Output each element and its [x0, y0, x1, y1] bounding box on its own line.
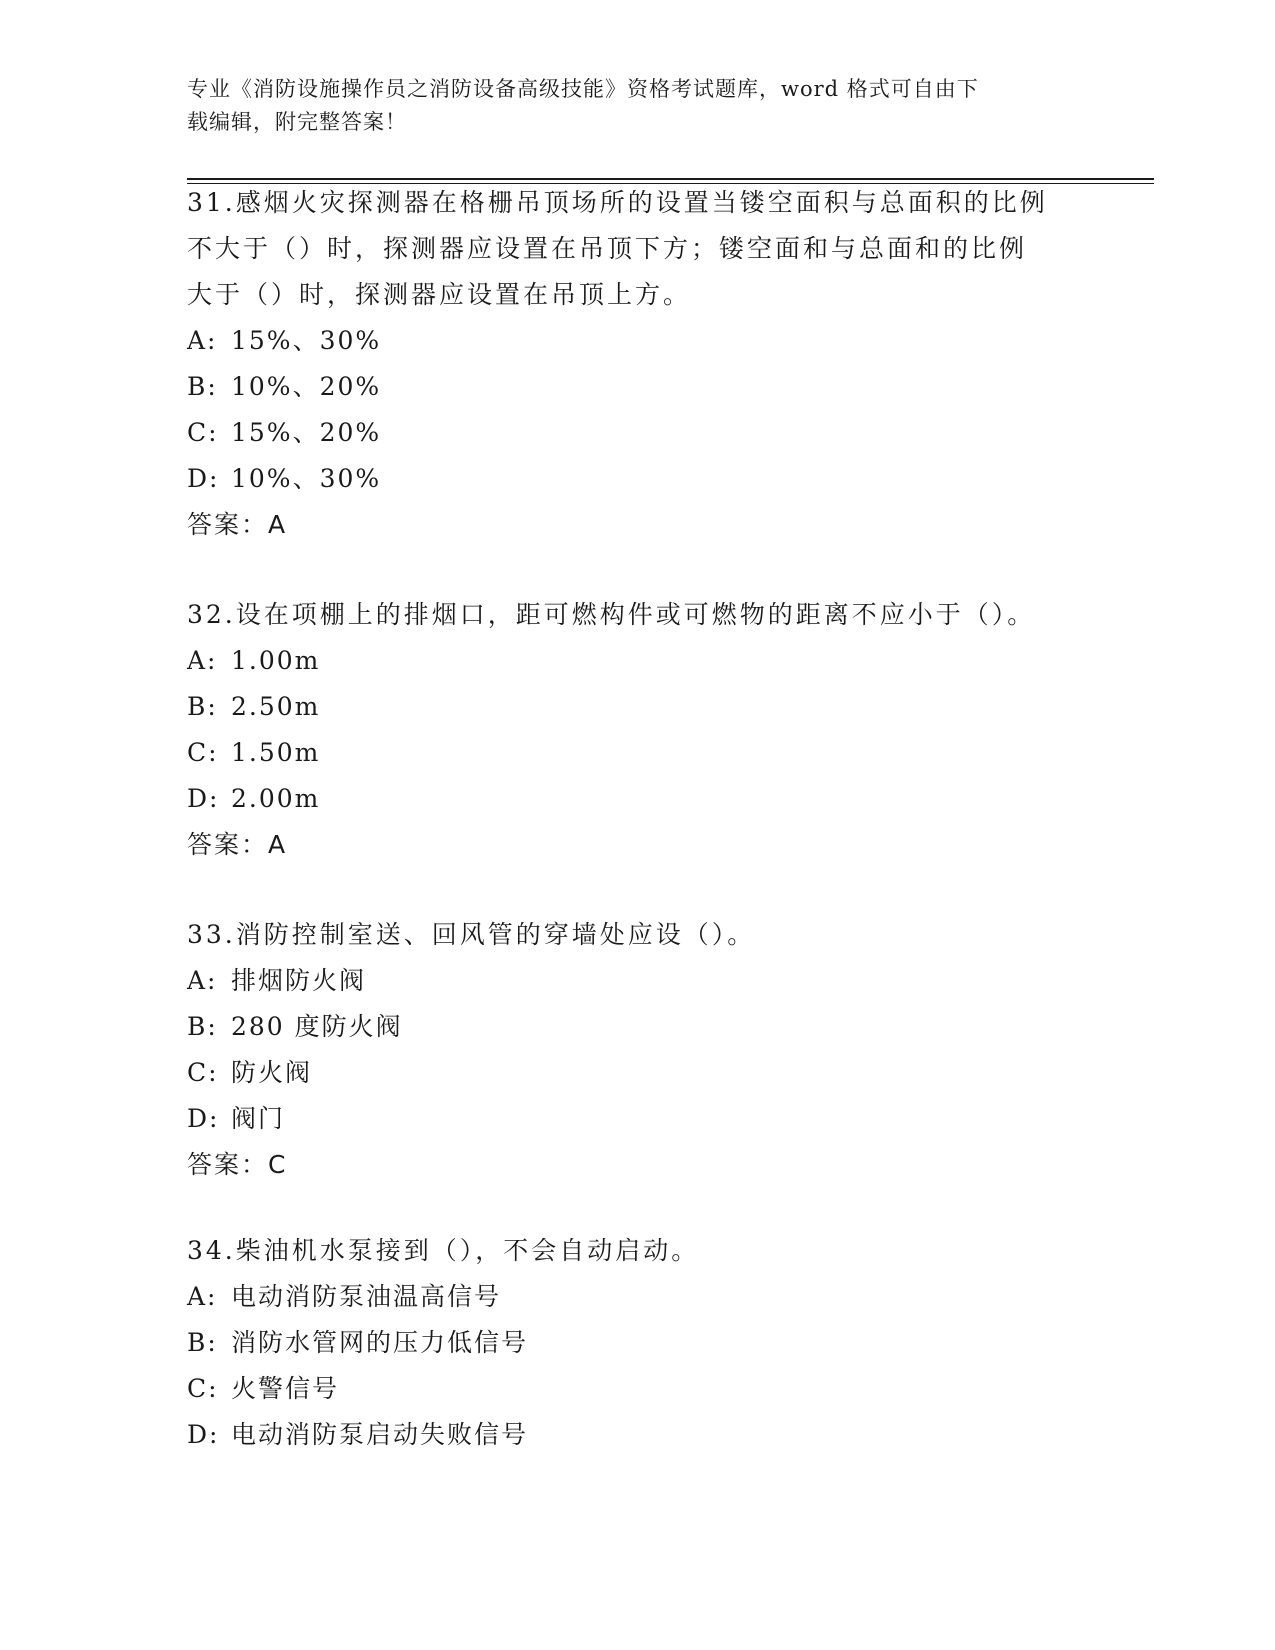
option-c: [187, 730, 1087, 776]
option-text: 消防水管网的压力低信号: [231, 1328, 529, 1357]
option-label: C:: [187, 738, 219, 767]
option-a: [187, 638, 1087, 684]
option-label: C:: [187, 418, 219, 447]
option-d: [187, 456, 1087, 502]
option-text: 火警信号: [231, 1374, 340, 1403]
option-label: B:: [187, 372, 218, 401]
option-text: 排烟防火阀: [231, 966, 367, 995]
option-label: B:: [187, 1012, 218, 1041]
option-a: [187, 318, 1087, 364]
option-label: A:: [187, 966, 218, 995]
option-d: [187, 776, 1087, 822]
option-text: 阀门: [231, 1104, 286, 1133]
question-stem-line: 大于（）时，探测器应设置在吊顶上方。: [187, 280, 692, 309]
option-label: A:: [187, 326, 218, 355]
option-label: C:: [187, 1374, 219, 1403]
option-b: [187, 684, 1087, 730]
option-b: [187, 1004, 1087, 1050]
option-text: 10%、30%: [231, 464, 382, 493]
question-31: [187, 180, 1087, 548]
option-text: 电动消防泵油温高信号: [231, 1282, 502, 1311]
question-33: [187, 912, 1087, 1188]
question-stem-line: 不大于（）时，探测器应设置在吊顶下方；镂空面和与总面和的比例: [187, 234, 1028, 263]
option-text: 防火阀: [231, 1058, 313, 1087]
option-label: B:: [187, 1328, 218, 1357]
option-label: D:: [187, 464, 220, 493]
option-text: 2.00m: [231, 784, 321, 813]
header-line-1: 专业《消防设施操作员之消防设备高级技能》资格考试题库，word 格式可自由下: [187, 77, 979, 101]
document-header: [187, 73, 1067, 139]
question-stem-line: 31.感烟火灾探测器在格栅吊顶场所的设置当镂空面积与总面积的比例: [187, 188, 1048, 217]
option-text: 电动消防泵启动失败信号: [231, 1420, 529, 1449]
answer-line: 答案：C: [187, 1150, 288, 1179]
option-label: D:: [187, 1104, 220, 1133]
option-c: [187, 1050, 1087, 1096]
option-label: C:: [187, 1058, 219, 1087]
option-b: [187, 1320, 1087, 1366]
option-label: D:: [187, 1420, 220, 1449]
option-text: 1.50m: [231, 738, 321, 767]
option-text: 10%、20%: [231, 372, 382, 401]
answer-line: 答案：A: [187, 510, 288, 539]
question-32: [187, 592, 1087, 868]
option-text: 15%、20%: [231, 418, 382, 447]
option-text: 2.50m: [231, 692, 321, 721]
option-label: B:: [187, 692, 218, 721]
option-text: 280 度防火阀: [231, 1012, 403, 1041]
question-34: [187, 1228, 1087, 1458]
answer-line: 答案：A: [187, 830, 288, 859]
header-line-2: 载编辑，附完整答案！: [187, 110, 407, 134]
option-a: [187, 958, 1087, 1004]
option-text: 15%、30%: [231, 326, 382, 355]
option-d: [187, 1412, 1087, 1458]
option-label: A:: [187, 646, 218, 675]
option-c: [187, 1366, 1087, 1412]
option-label: A:: [187, 1282, 218, 1311]
option-c: [187, 410, 1087, 456]
option-a: [187, 1274, 1087, 1320]
question-stem-line: 34.柴油机水泵接到（），不会自动启动。: [187, 1236, 700, 1265]
option-b: [187, 364, 1087, 410]
option-label: D:: [187, 784, 220, 813]
option-text: 1.00m: [231, 646, 321, 675]
question-stem-line: 33.消防控制室送、回风管的穿墙处应设（）。: [187, 920, 756, 949]
question-stem-line: 32.设在项棚上的排烟口，距可燃构件或可燃物的距离不应小于（）。: [187, 600, 1036, 629]
option-d: [187, 1096, 1087, 1142]
